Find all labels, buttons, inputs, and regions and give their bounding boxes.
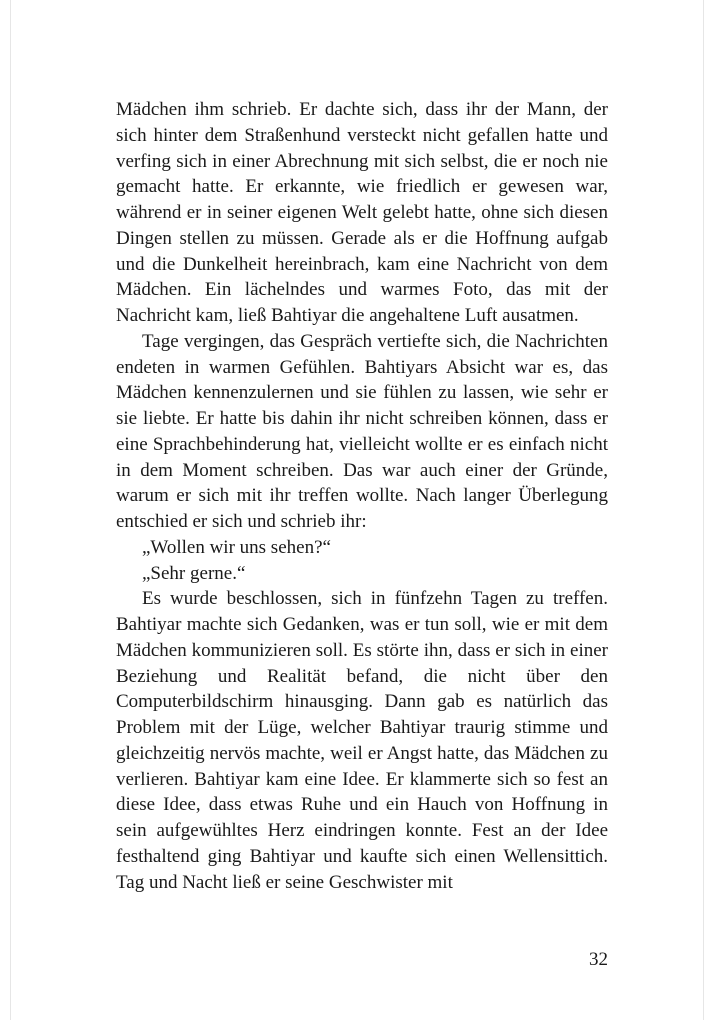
paragraph-3: „Wollen wir uns sehen?“ <box>142 536 331 558</box>
paragraph-2: Tage vergingen, das Gespräch vertiefte sich, die Nachrichten endeten in warmen Gefühlen. Bahtiyars Absicht war es, das Mädchen kennenzulernen und sie fühlen zu lassen, wie sehr er sie liebte. Er hatte bis dahin ihr nicht schreiben können, dass er eine Sprachbehinderung hat, vielleicht wollte er es einfach nicht in dem Moment schreiben. Das war auch einer der Gründe, warum er sich mit ihr treffen wollte. Nach langer Überlegung entschied er sich und schrieb ihr: <box>116 330 608 532</box>
paragraph-5: Es wurde beschlossen, sich in fünfzehn Tagen zu treffen. Bahtiyar machte sich Gedanken, was er tun soll, wie er mit dem Mädchen kommunizieren soll. Es störte ihn, dass er sich in einer Beziehung und Realität befand, die nicht über den Computerbildschirm hinausging. Dann gab es natürlich das Problem mit der Lüge, welcher Bahtiyar traurig stimme und gleichzeitig nervös machte, weil er Angst hatte, das Mädchen zu verlieren. Bahtiyar kam eine Idee. Er klammerte sich so fest an diese Idee, dass etwas Ruhe und ein Hauch von Hoffnung in sein aufgewühltes Herz eindringen konnte. Fest an der Idee festhaltend ging Bahtiyar und kaufte sich einen Wellensittich. Tag und Nacht ließ er seine Geschwister mit <box>116 588 608 893</box>
body-text <box>116 97 608 895</box>
paragraph-4: „Sehr gerne.“ <box>142 562 246 584</box>
paragraph-1: Mädchen ihm schrieb. Er dachte sich, dass ihr der Mann, der sich hinter dem Straßenhund versteckt nicht gefallen hatte und verfing sich in einer Abrechnung mit sich selbst, die er noch nie gemacht hatte. Er erkannte, wie friedlich er gewesen war, während er in seiner eigenen Welt gelebt hatte, ohne sich diesen Dingen stellen zu müssen. Gerade als er die Hoffnung aufgab und die Dunkelheit hereinbrach, kam eine Nachricht von dem Mädchen. Ein lächelndes und warmes Foto, das mit der Nachricht kam, ließ Bahtiyar die angehaltene Luft ausatmen. <box>116 99 608 326</box>
book-page <box>10 0 704 1020</box>
page-number: 32 <box>589 949 608 970</box>
